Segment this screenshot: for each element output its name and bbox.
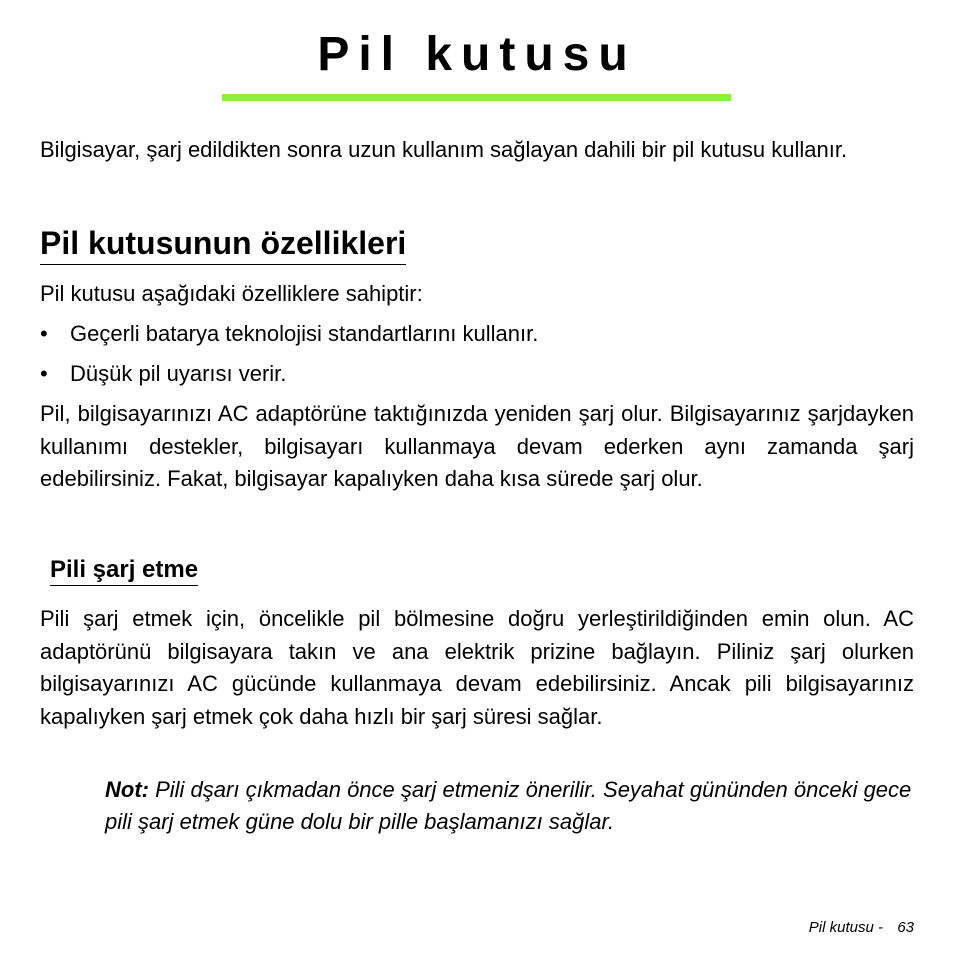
intro-paragraph: Bilgisayar, şarj edildikten sonra uzun kullanım sağlayan dahili bir pil kutusu kullanır. bbox=[40, 137, 848, 162]
page-footer bbox=[809, 918, 914, 938]
features-body-paragraph: Pil, bilgisayarınızı AC adaptörüne taktığınızda yeniden şarj olur. Bilgisayarınız şarjdayken kullanımı destekler, bilgisayarı kullanmaya devam ederken aynı zamanda şarj edebilirsiniz. Fakat, bilgisayar kapalıyken daha kısa sürede şarj olur. bbox=[40, 401, 914, 491]
features-lead-text: Pil kutusu aşağıdaki özelliklere sahiptir: bbox=[40, 281, 423, 306]
list-item-text: Geçerli batarya teknolojisi standartlarını kullanır. bbox=[70, 321, 539, 346]
title-underline-bar bbox=[222, 94, 731, 101]
footer-section-name: Pil kutusu - bbox=[808, 919, 883, 936]
bullet-icon: • bbox=[40, 321, 48, 346]
page-title: Pil kutusu bbox=[317, 28, 637, 81]
section-heading-charging: Pili şarj etme bbox=[50, 554, 198, 586]
list-item-text: Düşük pil uyarısı verir. bbox=[70, 361, 287, 386]
footer-page-number: 63 bbox=[897, 919, 914, 936]
bullet-icon: • bbox=[40, 361, 48, 386]
note-text: Pili dşarı çıkmadan önce şarj etmeniz önerilir. Seyahat gününden önceki gece pili şarj etmek güne dolu bir pille başlamanızı sağlar. bbox=[105, 777, 912, 834]
charging-body-paragraph: Pili şarj etmek için, öncelikle pil bölmesine doğru yerleştirildiğinden emin olun. AC adaptörünü bilgisayara takın ve ana elektrik prizine bağlayın. Piliniz şarj olurken bilgisayarınızı AC gücünde kullanmaya devam edebilirsiniz. Ancak pili bilgisayarınız kapalıyken şarj etmek çok daha hızlı bir şarj süresi sağlar. bbox=[40, 606, 914, 729]
section-heading-features: Pil kutusunun özellikleri bbox=[40, 222, 406, 265]
note-label: Not: bbox=[105, 777, 149, 802]
note-block bbox=[105, 774, 917, 838]
